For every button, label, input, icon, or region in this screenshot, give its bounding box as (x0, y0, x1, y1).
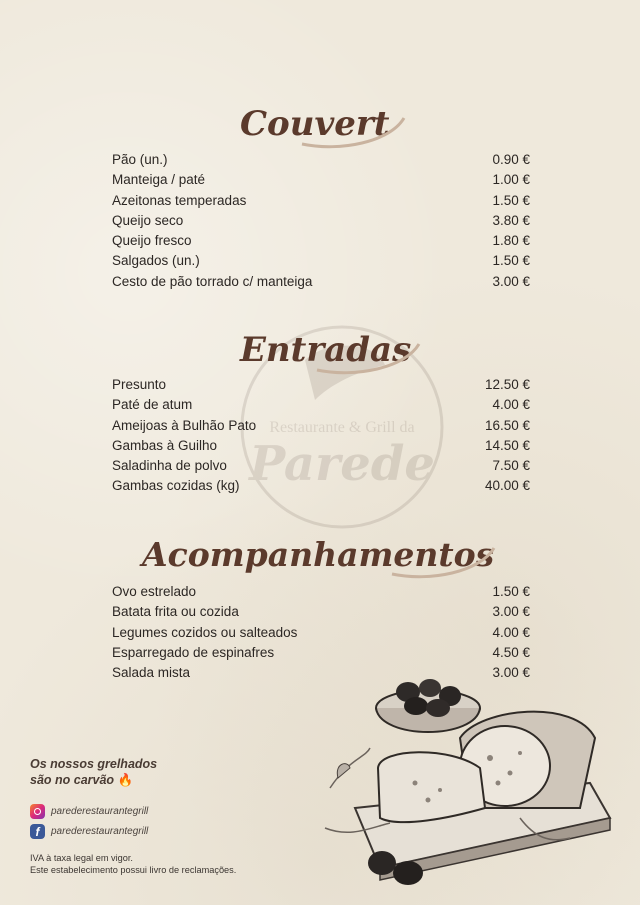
title-swoosh-entradas (315, 338, 425, 378)
item-name: Pão (un.) (112, 152, 168, 167)
menu-item (112, 476, 530, 496)
menu-list-couvert (112, 150, 530, 292)
legal-line2: Este estabelecimento possui livro de reclamações. (30, 865, 237, 875)
item-name: Paté de atum (112, 397, 193, 413)
item-name: Cesto de pão torrado c/ manteiga (112, 273, 313, 289)
grill-note-line1: Os nossos grelhados (30, 757, 158, 771)
item-price: 3.00 € (492, 604, 530, 620)
menu-item (112, 456, 530, 476)
watermark-line2: Parede (249, 436, 435, 492)
item-name: Presunto (112, 377, 167, 392)
instagram-row[interactable] (30, 804, 148, 819)
menu-item (112, 582, 530, 602)
item-price: 7.50 € (492, 458, 530, 474)
item-name: Gambas à Guilho (112, 437, 218, 453)
item-price: 4.50 € (492, 644, 530, 660)
item-price: 4.00 € (492, 624, 530, 640)
legal-line1: IVA à taxa legal em vigor. (30, 853, 133, 863)
fire-icon: 🔥 (117, 773, 134, 787)
item-price: 16.50 € (484, 417, 530, 433)
menu-item (112, 375, 530, 395)
item-name: Gambas cozidas (kg) (112, 478, 240, 494)
item-name: Saladinha de polvo (112, 458, 227, 474)
bread-and-olives-illustration (320, 668, 620, 905)
item-name: Legumes cozidos ou salteados (112, 624, 298, 640)
item-price: 3.80 € (492, 212, 530, 228)
menu-item (112, 436, 530, 456)
item-price: 3.00 € (492, 665, 530, 681)
item-name: Ovo estrelado (112, 584, 197, 599)
facebook-handle[interactable]: parederestaurantegrill (51, 826, 149, 837)
facebook-icon: f (30, 824, 45, 839)
grill-note (30, 756, 157, 788)
item-price: 1.50 € (492, 584, 530, 599)
item-price: 1.50 € (492, 253, 530, 269)
item-price: 1.00 € (492, 172, 530, 188)
item-name: Batata frita ou cozida (112, 604, 239, 620)
watermark-line1: Restaurante & Grill da (269, 419, 415, 436)
item-price: 14.50 € (484, 437, 530, 453)
item-name: Queijo fresco (112, 233, 192, 249)
item-price: 0.90 € (492, 152, 530, 167)
instagram-icon (30, 804, 45, 819)
item-name: Salada mista (112, 665, 191, 681)
item-price: 4.00 € (492, 397, 530, 413)
menu-item (112, 416, 530, 436)
menu-item (112, 272, 530, 292)
title-swoosh-acompanhamentos (390, 542, 500, 582)
item-name: Manteiga / paté (112, 172, 206, 188)
item-name: Azeitonas temperadas (112, 192, 247, 208)
section-title-entradas: Entradas (240, 330, 412, 370)
item-price: 3.00 € (492, 273, 530, 289)
item-price: 12.50 € (484, 377, 530, 392)
item-price: 1.50 € (492, 192, 530, 208)
menu-item (112, 150, 530, 170)
menu-item (112, 602, 530, 622)
item-price: 40.00 € (484, 478, 530, 494)
item-name: Esparregado de espinafres (112, 644, 275, 660)
menu-item (112, 191, 530, 211)
menu-item (112, 170, 530, 190)
item-name: Ameijoas à Bulhão Pato (112, 417, 257, 433)
menu-item (112, 643, 530, 663)
facebook-row[interactable] (30, 824, 148, 839)
item-name: Salgados (un.) (112, 253, 200, 269)
section-title-acompanhamentos: Acompanhamentos (142, 535, 495, 574)
menu-item (112, 211, 530, 231)
section-title-couvert: Couvert (240, 104, 390, 144)
item-price: 1.80 € (492, 233, 530, 249)
grill-note-line2 (30, 772, 157, 788)
item-name: Queijo seco (112, 212, 184, 228)
menu-item (112, 231, 530, 251)
menu-item (112, 623, 530, 643)
instagram-handle[interactable]: parederestaurantegrill (51, 806, 149, 817)
title-swoosh-couvert (300, 112, 410, 152)
menu-item (112, 395, 530, 415)
grill-note-line2-text: são no carvão (30, 773, 115, 787)
menu-list-entradas (112, 375, 530, 497)
menu-item (112, 251, 530, 271)
